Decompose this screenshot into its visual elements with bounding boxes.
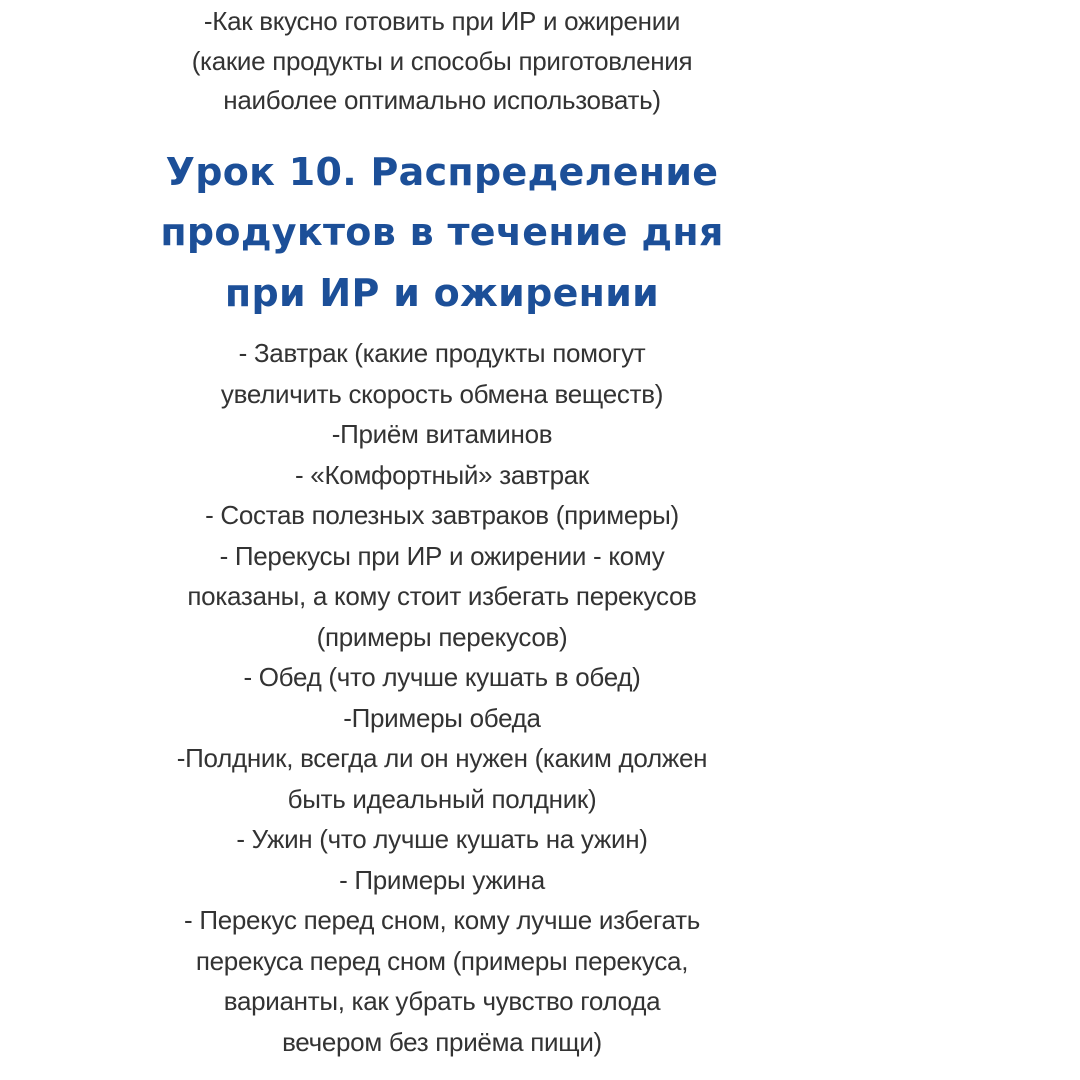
- topic-line: увеличить скорость обмена веществ): [220, 378, 664, 409]
- lesson-title: [142, 142, 742, 324]
- topic-line: -Полдник, всегда ли он нужен (каким должен: [176, 743, 708, 773]
- topic-line: перекуса перед сном (примеры перекуса,: [195, 945, 689, 976]
- topic-line: - Ужин (что лучше кушать на ужин): [236, 824, 648, 854]
- topic-line: - «Комфортный» завтрак: [295, 459, 589, 490]
- topic-line: быть идеальный полдник): [287, 783, 597, 814]
- topic-line: - Примеры ужина: [339, 864, 545, 895]
- text-line: наиболее оптимально использовать): [223, 85, 661, 115]
- title-line: продуктов в течение дня: [160, 210, 724, 254]
- topic-line: показаны, а кому стоит избегать перекусов: [187, 581, 697, 611]
- topic-line: - Завтрак (какие продукты помогут: [238, 338, 646, 368]
- title-line: при ИР и ожирении: [224, 270, 660, 315]
- topic-line: - Состав полезных завтраков (примеры): [205, 500, 679, 530]
- topic-line: - Перекусы при ИР и ожирении - кому: [219, 540, 665, 571]
- topic-line: (примеры перекусов): [316, 621, 568, 652]
- topic-line: варианты, как убрать чувство голода: [223, 986, 661, 1016]
- text-line: -Как вкусно готовить при ИР и ожирении: [203, 6, 681, 36]
- topic-line: - Перекус перед сном, кому лучше избегать: [184, 905, 700, 935]
- text-line: (какие продукты и способы приготовления: [191, 45, 693, 76]
- previous-topic-text: [142, 2, 742, 121]
- document-page: [142, 2, 742, 1062]
- lesson-topics: [142, 333, 742, 1062]
- topic-line: -Приём витаминов: [331, 419, 553, 449]
- topic-line: вечером без приёма пищи): [282, 1026, 602, 1057]
- topic-line: - Обед (что лучше кушать в обед): [243, 662, 641, 692]
- title-line: Урок 10. Распределение: [165, 149, 719, 194]
- topic-line: -Примеры обеда: [343, 702, 541, 733]
